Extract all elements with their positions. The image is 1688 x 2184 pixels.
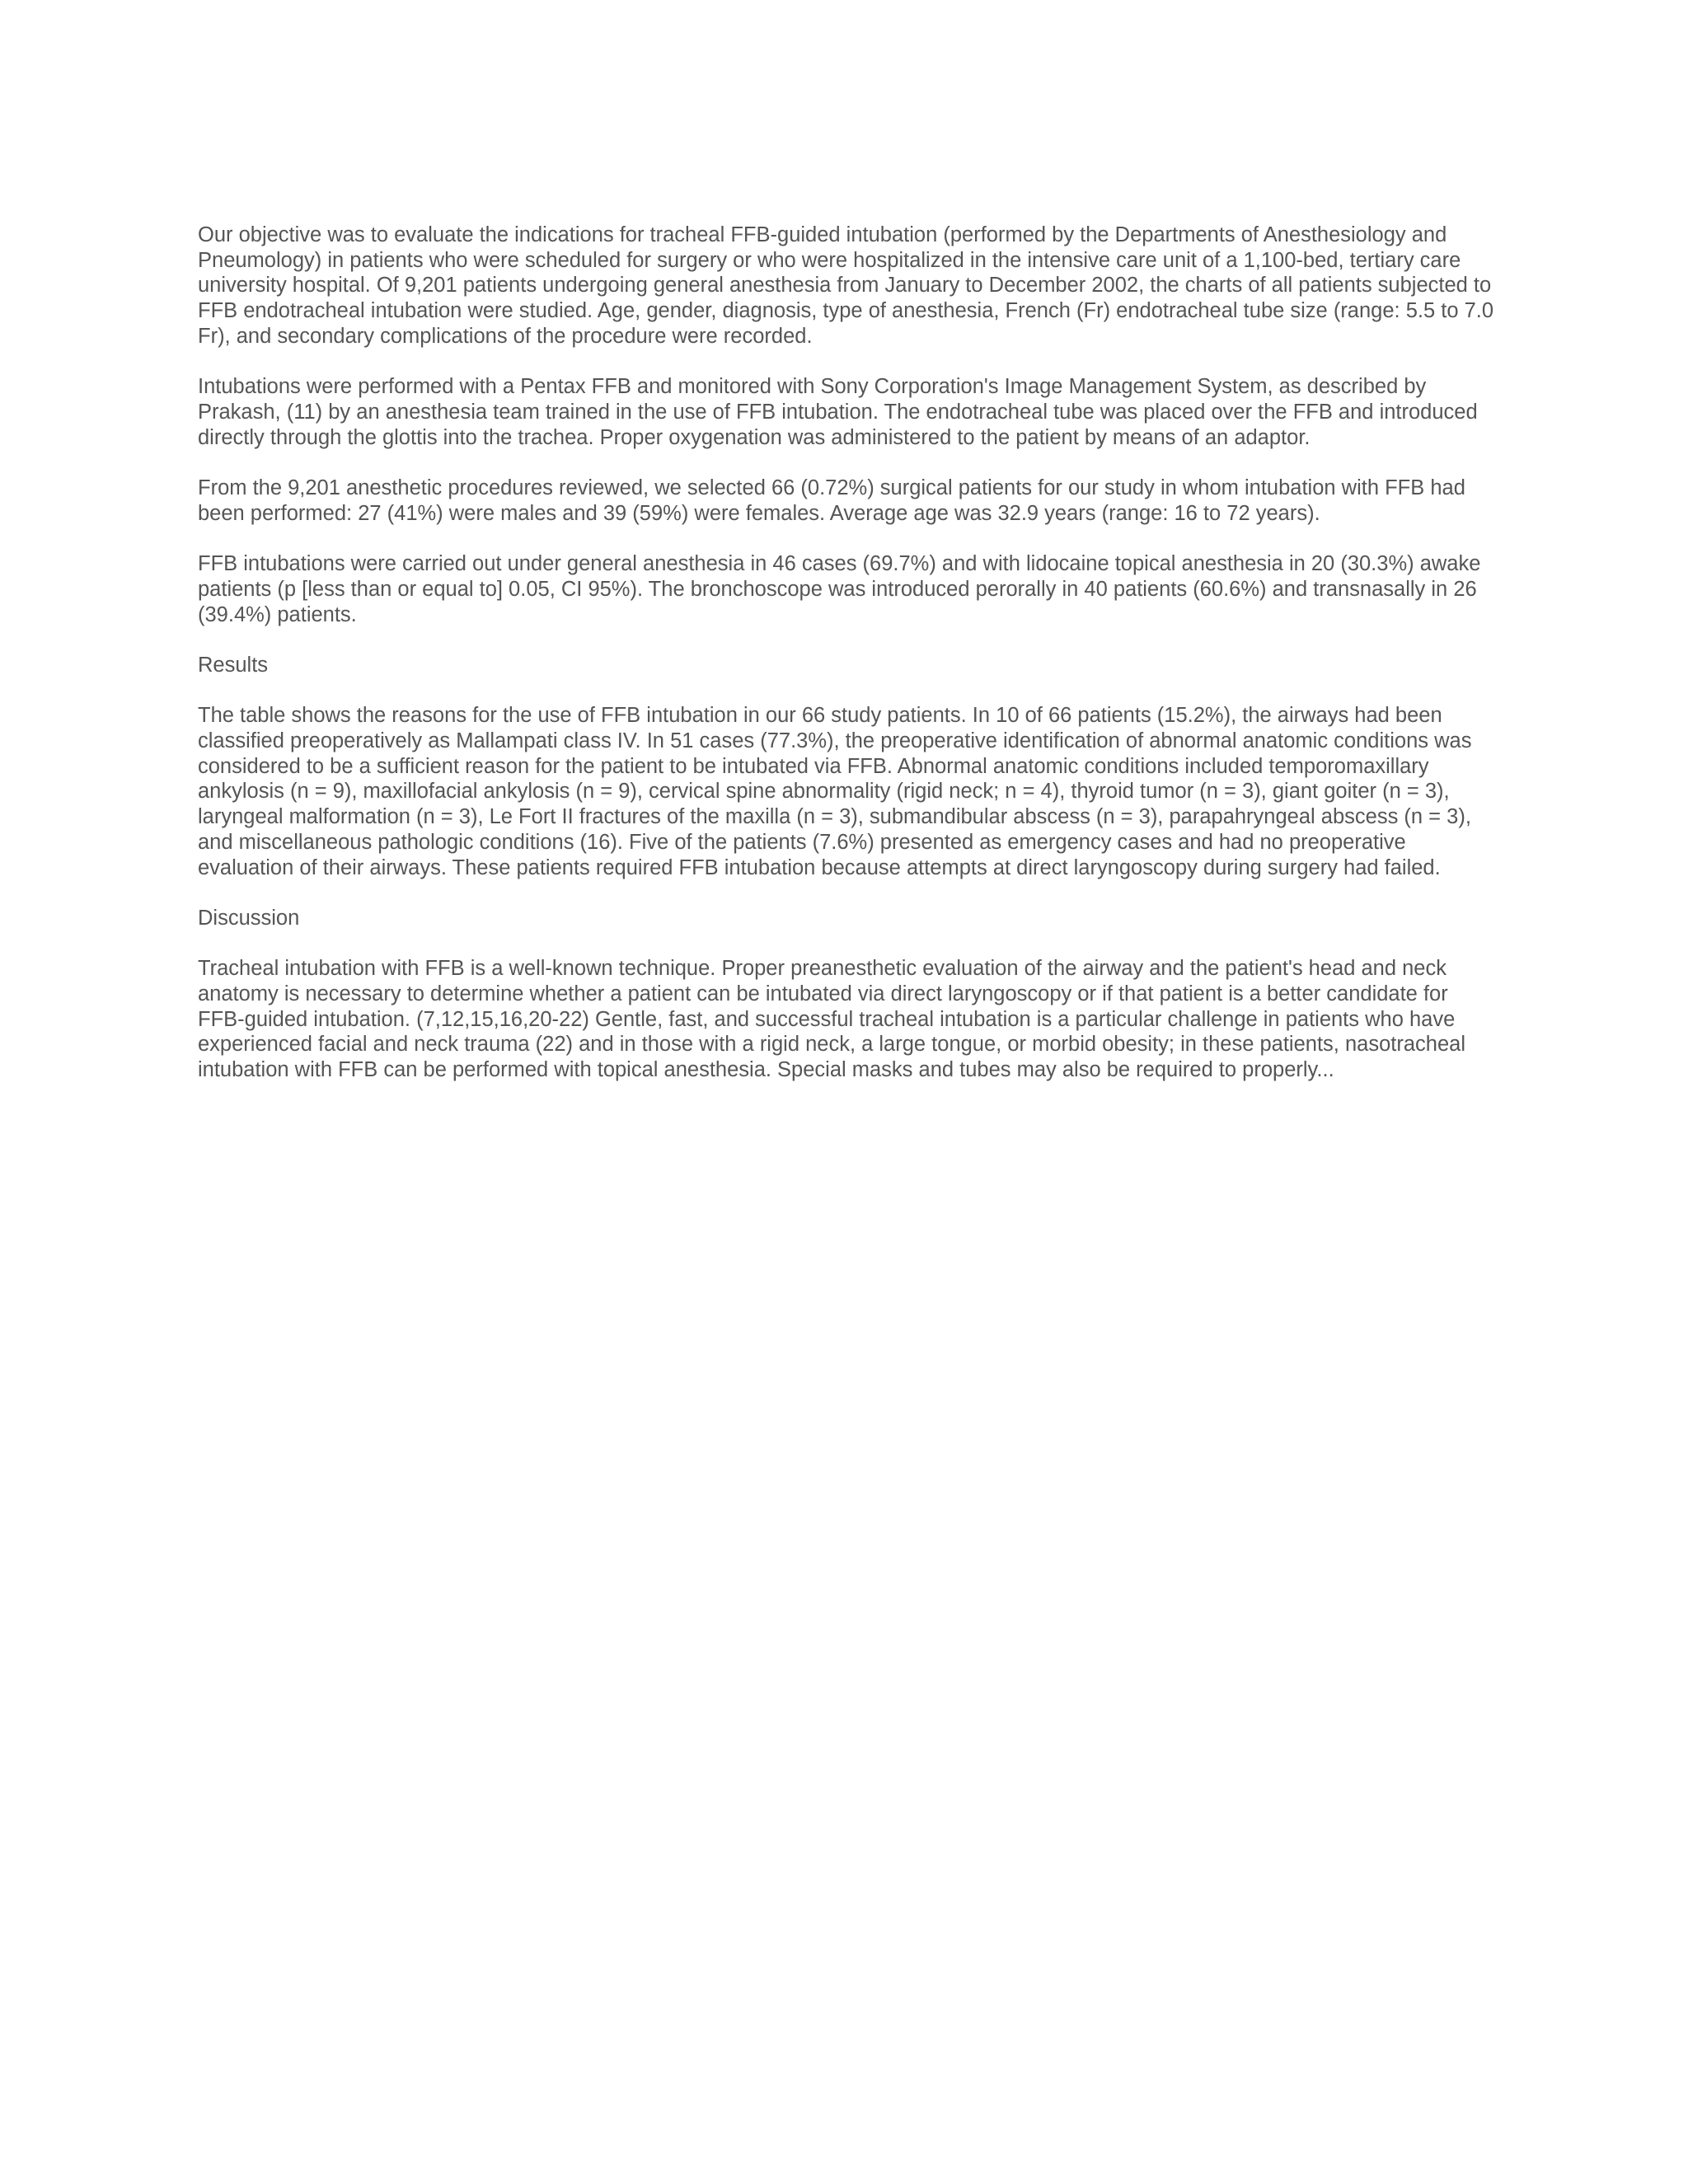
discussion-paragraph: Tracheal intubation with FFB is a well-known technique. Proper preanesthetic evaluation of the airway and the patient's head and neck anatomy is necessary to determine whether a patient can be intubated via direct laryngoscopy or if that patient is a better candidate for FFB-guided intubation. (7,12,15,16,20-22) Gentle, fast, and successful tracheal intubation is a particular challenge in patients who have experienced facial and neck trauma (22) and in those with a rigid neck, a large tongue, or morbid obesity; in these patients, nasotracheal intubation with FFB can be performed with topical anesthesia. Special masks and tubes may also be required to properly... xyxy=(198,957,1465,1082)
results-heading: Results xyxy=(198,653,269,677)
methods-anesthesia-paragraph: FFB intubations were carried out under general anesthesia in 46 cases (69.7%) and with lidocaine topical anesthesia in 20 (30.3%) awake patients (p [less than or equal to] 0.05, CI 95%). The bronchoscope was introduced perorally in 40 patients (60.6%) and transnasally in 26 (39.4%) patients. xyxy=(198,552,1481,626)
discussion-heading: Discussion xyxy=(198,906,300,930)
article-body xyxy=(198,223,1500,1108)
methods-objective-paragraph: Our objective was to evaluate the indications for tracheal FFB-guided intubation (performed by the Departments of Anesthesiology and Pneumology) in patients who were scheduled for surgery or who were hospitalized in the intensive care unit of a 1,100-bed, tertiary care university hospital. Of 9,201 patients undergoing general anesthesia from January to December 2002, the charts of all patients subjected to FFB endotracheal intubation were studied. Age, gender, diagnosis, type of anesthesia, French (Fr) endotracheal tube size (range: 5.5 to 7.0 Fr), and secondary complications of the procedure were recorded. xyxy=(198,223,1494,348)
methods-intubation-paragraph: Intubations were performed with a Pentax FFB and monitored with Sony Corporation's Image Management System, as described by Prakash, (11) by an anesthesia team trained in the use of FFB intubation. The endotracheal tube was placed over the FFB and introduced directly through the glottis into the trachea. Proper oxygenation was administered to the patient by means of an adaptor. xyxy=(198,375,1478,449)
methods-selection-paragraph: From the 9,201 anesthetic procedures reviewed, we selected 66 (0.72%) surgical patients for our study in whom intubation with FFB had been performed: 27 (41%) were males and 39 (59%) were females. Average age was 32.9 years (range: 16 to 72 years). xyxy=(198,476,1465,525)
results-paragraph: The table shows the reasons for the use of FFB intubation in our 66 study patients. In 10 of 66 patients (15.2%), the airways had been classified preoperatively as Mallampati class IV. In 51 cases (77.3%), the preoperative identification of abnormal anatomic conditions was considered to be a sufficient reason for the patient to be intubated via FFB. Abnormal anatomic conditions included temporomaxillary ankylosis (n = 9), maxillofacial ankylosis (n = 9), cervical spine abnormality (rigid neck; n = 4), thyroid tumor (n = 3), giant goiter (n = 3), laryngeal malformation (n = 3), Le Fort II fractures of the maxilla (n = 3), submandibular abscess (n = 3), parapahryngeal abscess (n = 3), and miscellaneous pathologic conditions (16). Five of the patients (7.6%) presented as emergency cases and had no preoperative evaluation of their airways. These patients required FFB intubation because attempts at direct laryngoscopy during surgery had failed. xyxy=(198,704,1472,879)
